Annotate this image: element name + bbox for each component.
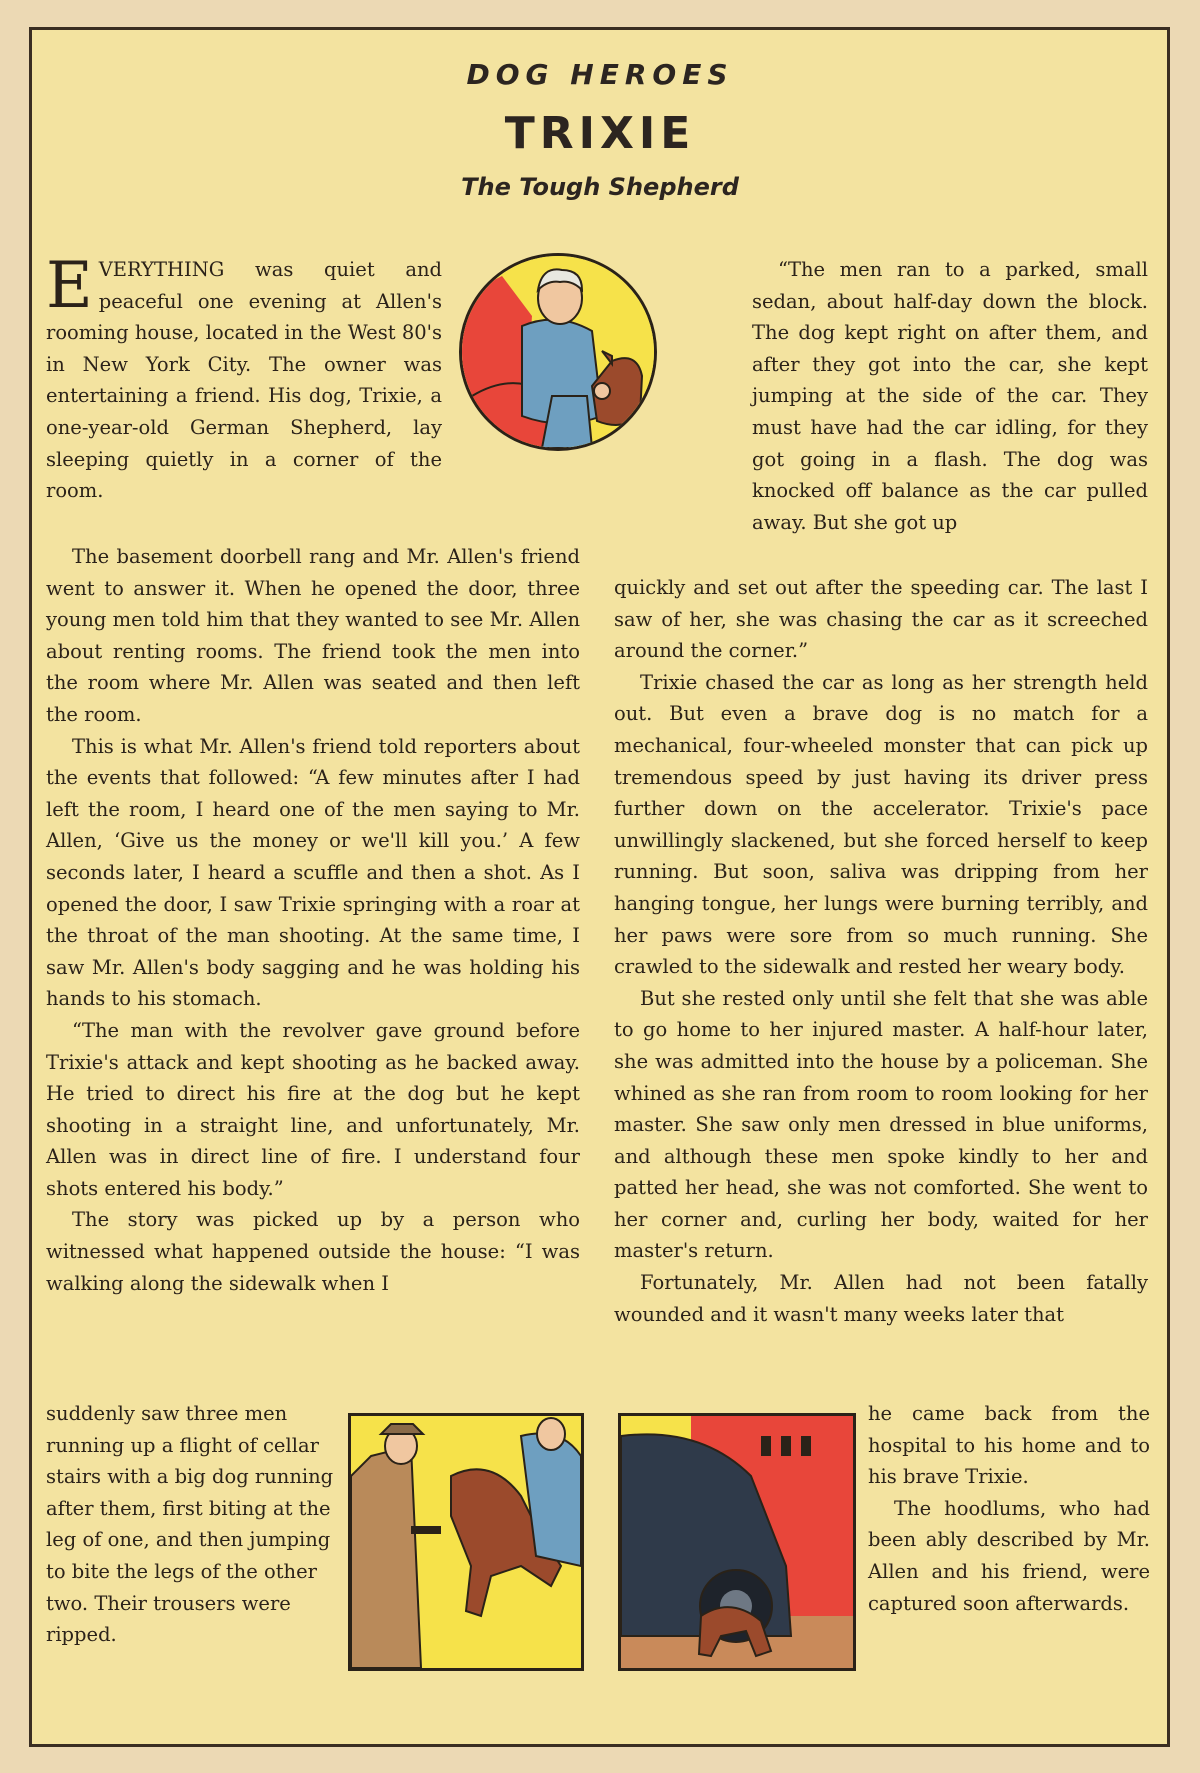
- paragraph-chase-stairs: suddenly saw three men running up a flight of cellar stairs with a big dog running after them, first biting at the leg of one, and then jumping to bite the legs of the other two. Their trousers were ripped.: [46, 1402, 334, 1647]
- left-intro-text: [46, 249, 442, 507]
- paragraph-speeding-car: quickly and set out after the speeding car. The last I saw of her, she was chasing the car as it screeched around the corner.”: [614, 576, 1148, 663]
- illustration-car-chase: [618, 1413, 856, 1671]
- drop-cap: E: [46, 249, 93, 323]
- paragraph-witness: The story was picked up by a person who witnessed what happened outside the house: “I was walking along the sidewalk when I: [46, 1208, 580, 1295]
- left-body-text: [46, 541, 580, 1299]
- paragraph-home: But she rested only until she felt that she was able to go home to her injured master. A half-hour later, she was admitted into the house by a policeman. She whined as she ran from room to room looking for her master. She saw only men dressed in blue uniforms, and although these men spoke kindly to her and patted her head, she was not comforted. She went to her corner and, curling her body, waited for her master's return.: [614, 986, 1148, 1263]
- paragraph-revolver: “The man with the revolver gave ground before Trixie's attack and kept shooting as he backed away. He tried to direct his fire at the dog but he kept shooting in a straight line, and unfortunately, Mr. Allen was in direct line of fire. I understand four shots entered his body.”: [46, 1018, 580, 1200]
- paragraph-friend-account: This is what Mr. Allen's friend told reporters about the events that followed: “A few minutes after I had left the room, I heard one of the men saying to Mr. Allen, ‘Give us the money or we'll kill you.’ A few seconds later, I heard a scuffle and then a shot. As I opened the door, I saw Trixie springing with a roar at the throat of the man shooting. At the same time, I saw Mr. Allen's body sagging and he was holding his hands to his stomach.: [46, 734, 580, 1011]
- paragraph-came-back: he came back from the hospital to his home and to his brave Trixie.: [868, 1402, 1150, 1489]
- article-title: TRIXIE: [504, 108, 696, 159]
- article-subtitle: The Tough Shepherd: [461, 173, 739, 201]
- right-bottom-text: [868, 1398, 1150, 1619]
- illustration-man-with-dog: [459, 253, 657, 451]
- right-body-text: [614, 572, 1148, 1330]
- illustration-dog-attack: [348, 1413, 584, 1671]
- right-top-text: [752, 254, 1148, 538]
- paragraph-fortunately: Fortunately, Mr. Allen had not been fatally wounded and it wasn't many weeks later that: [614, 1271, 1148, 1326]
- paragraph-sedan: “The men ran to a parked, small sedan, about half-day down the block. The dog kept right on after them, and after they got into the car, she kept jumping at the side of the car. They must have had the car idling, for they got going in a flash. The dog was knocked off balance as the car pulled away. But she got up: [752, 258, 1148, 534]
- paragraph-strength: Trixie chased the car as long as her strength held out. But even a brave dog is no match for a mechanical, four-wheeled monster that can pick up tremendous speed by just having its driver press further down on the accelerator. Trixie's pace unwillingly slackened, but she forced herself to keep running. But soon, saliva was dripping from her hanging tongue, her lungs were burning terribly, and her paws were sore from so much running. She crawled to the sidewalk and rested her weary body.: [614, 670, 1148, 979]
- paragraph-doorbell: The basement doorbell rang and Mr. Allen's friend went to answer it. When he opened the door, three young men told him that they wanted to see Mr. Allen about renting rooms. The friend took the men into the room where Mr. Allen was seated and then left the room.: [46, 545, 580, 726]
- paragraph-hoodlums: The hoodlums, who had been ably described by Mr. Allen and his friend, were captured soon afterwards.: [868, 1496, 1150, 1615]
- intro-paragraph: VERYTHING was quiet and peaceful one evening at Allen's rooming house, located in the West 80's in New York City. The owner was entertaining a friend. His dog, Trixie, a one-year-old German Shepherd, lay sleeping quietly in a corner of the room.: [46, 258, 442, 503]
- left-bottom-text: [46, 1398, 334, 1651]
- section-kicker: DOG HEROES: [466, 58, 734, 91]
